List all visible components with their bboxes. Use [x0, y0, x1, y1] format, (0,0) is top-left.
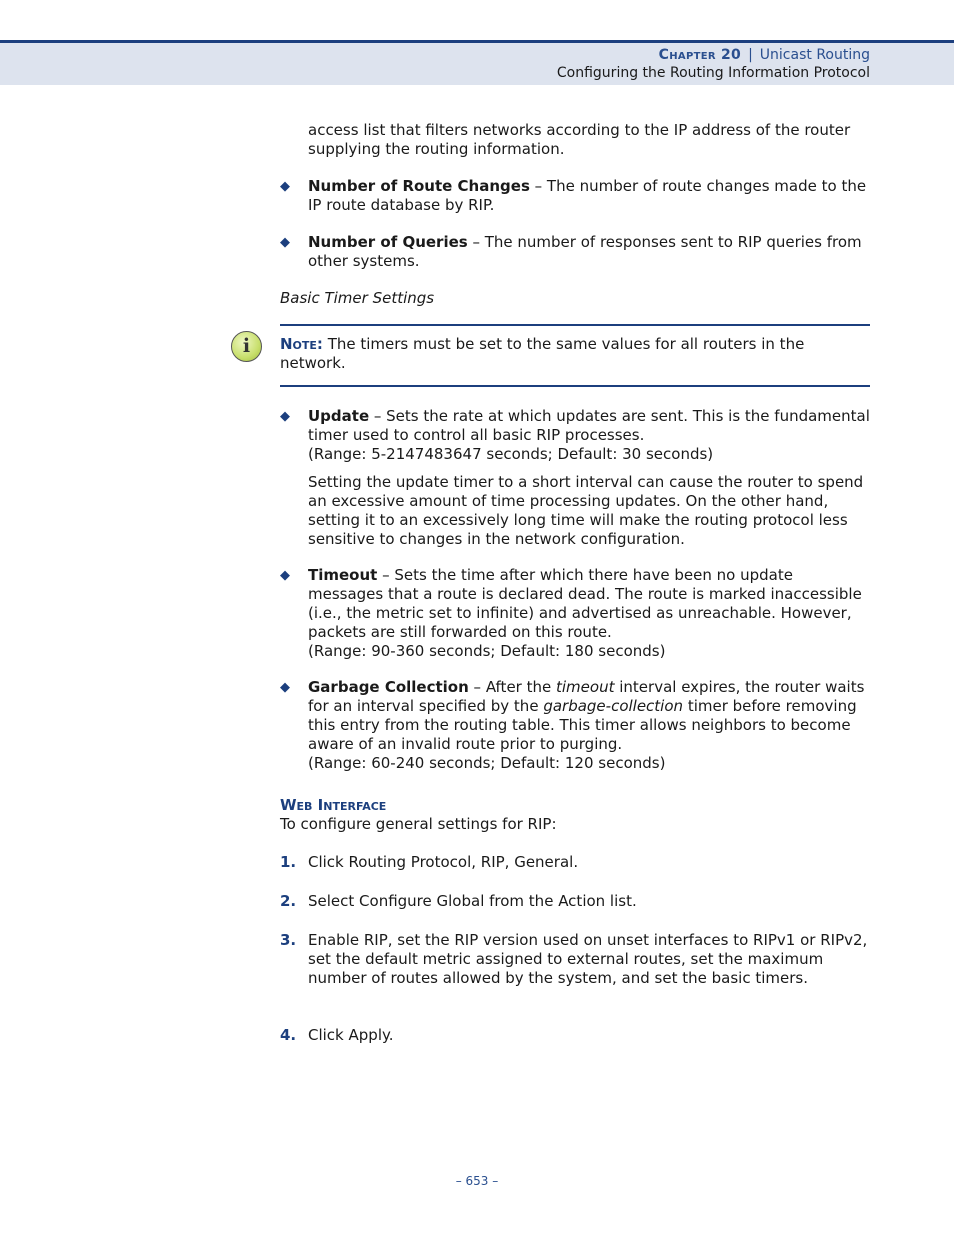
step-number: 3. — [280, 931, 297, 949]
basic-timer-subheading: Basic Timer Settings — [280, 289, 435, 307]
bullet-desc: timer before removing this entry from the routing table. This timer allows neighbors to become aware of an invalid route prior to purging. — [308, 697, 857, 753]
header-separator: | — [748, 47, 753, 63]
note-top-rule — [280, 324, 870, 326]
diamond-bullet-icon: ◆ — [280, 235, 290, 250]
step-text: Enable RIP, set the RIP version used on unset interfaces to RIPv1 or RIPv2, set the default metric assigned to external routes, set the maximum number of routes allowed by the system, and set the basic timers. — [308, 931, 868, 987]
bullet-desc: – After the — [468, 678, 556, 696]
step-text: Click Apply. — [308, 1026, 394, 1044]
diamond-bullet-icon: ◆ — [280, 179, 290, 194]
note-text: The timers must be set to the same values for all routers in the network. — [280, 335, 805, 372]
bullet-desc: – Sets the time after which there have been no update messages that a route is declared dead. The route is marked inaccessible (i.e., the metric set to infinite) and advertised as unreachable. However, packets are still forwarded on this route. — [308, 566, 862, 641]
step-number: 2. — [280, 892, 297, 910]
page-header — [0, 40, 954, 85]
step-text: Click Routing Protocol, RIP, General. — [308, 853, 579, 871]
bullet-term: Number of Queries — [308, 233, 468, 251]
bullet-range: (Range: 5-2147483647 seconds; Default: 30 seconds) — [308, 445, 714, 463]
chapter-title: Unicast Routing — [759, 47, 870, 63]
diamond-bullet-icon: ◆ — [280, 680, 290, 695]
web-interface-intro: To configure general settings for RIP: — [280, 815, 557, 833]
page-number: – 653 – — [455, 1174, 499, 1188]
web-interface-heading: Web Interface — [280, 796, 387, 814]
bullet-desc: – Sets the rate at which updates are sent. This is the fundamental timer used to control all basic RIP processes. — [308, 407, 870, 444]
chapter-number: Chapter 20 — [658, 47, 742, 63]
note-box — [280, 335, 870, 373]
step-number: 1. — [280, 853, 297, 871]
note-bottom-rule — [280, 385, 870, 387]
step-number: 4. — [280, 1026, 297, 1044]
chapter-line — [659, 47, 870, 64]
bullet-desc: – The number of responses sent to RIP queries from other systems. — [308, 233, 862, 270]
update-explanation: Setting the update timer to a short interval can cause the router to spend an excessive amount of time processing updates. On the other hand, setting it to an excessively long time will make the routing protocol less sensitive to changes in the network configuration. — [308, 473, 864, 548]
section-title: Configuring the Routing Information Protocol — [556, 65, 870, 81]
bullet-term: Update — [308, 407, 370, 425]
step-text: Select Configure Global from the Action list. — [308, 892, 637, 910]
bullet-term: Garbage Collection — [308, 678, 469, 696]
intro-continuation: access list that filters networks according to the IP address of the router supplying the routing information. — [308, 121, 851, 158]
info-icon: i — [231, 331, 262, 362]
diamond-bullet-icon: ◆ — [280, 409, 290, 424]
bullet-range: (Range: 90-360 seconds; Default: 180 seconds) — [308, 642, 666, 660]
note-label: Note: — [280, 335, 323, 353]
emphasis-timeout: timeout — [556, 678, 615, 696]
bullet-desc: interval expires, the router waits for an interval specified by the — [308, 678, 865, 715]
emphasis-garbage-collection: garbage-collection — [543, 697, 684, 715]
bullet-term: Number of Route Changes — [308, 177, 530, 195]
diamond-bullet-icon: ◆ — [280, 568, 290, 583]
bullet-range: (Range: 60-240 seconds; Default: 120 seconds) — [308, 754, 666, 772]
bullet-term: Timeout — [308, 566, 378, 584]
bullet-desc: – The number of route changes made to the IP route database by RIP. — [308, 177, 867, 214]
